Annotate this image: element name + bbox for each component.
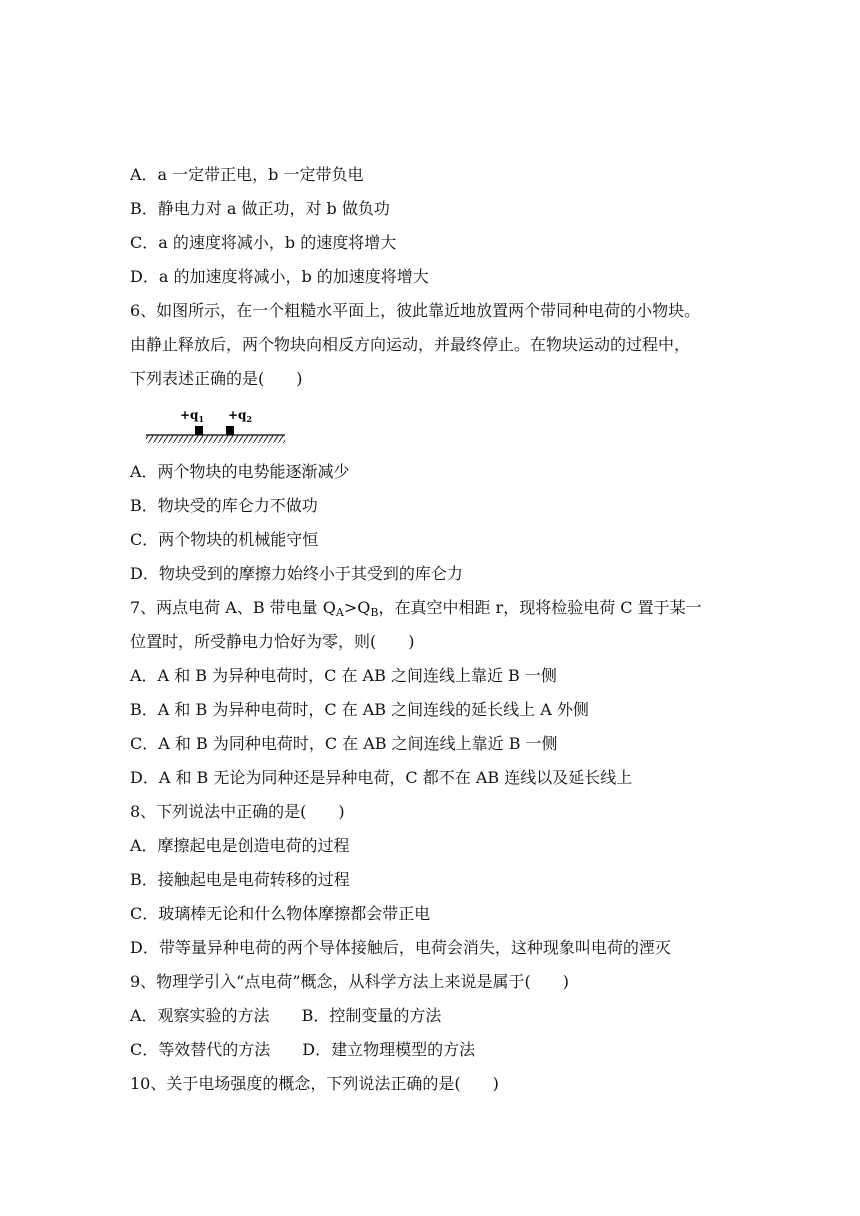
q6-block-2 <box>226 426 234 435</box>
q8-option-a: A．摩擦起电是创造电荷的过程 <box>130 836 350 855</box>
q6-stem-line-1: 6、如图所示，在一个粗糙水平面上，彼此靠近地放置两个带同种电荷的小物块。 <box>130 301 701 320</box>
q8-stem: 8、下列说法中正确的是( ) <box>130 802 345 821</box>
q9-option-b: B．控制变量的方法 <box>301 1006 442 1025</box>
q5-option-d: D．a 的加速度将减小，b 的加速度将增大 <box>130 267 429 286</box>
q9-option-c: C．等效替代的方法 <box>130 1040 271 1059</box>
q6-charge-2-label: $+q_2$ <box>228 408 253 424</box>
q7-stem-line-1: 7、两点电荷 A、B 带电量 $Q_A>Q_B$，在真空中相距 r，现将检验电荷 C 置于某一 <box>130 598 702 619</box>
q8-option-d: D．带等量异种电荷的两个导体接触后，电荷会消失，这种现象叫电荷的湮灭 <box>130 938 671 957</box>
q6-option-c: C．两个物块的机械能守恒 <box>130 530 319 549</box>
q5-option-b: B．静电力对 a 做正功，对 b 做负功 <box>130 199 390 218</box>
q7-option-a: A．A 和 B 为异种电荷时，C 在 AB 之间连线上靠近 B 一侧 <box>130 666 557 685</box>
q6-option-d: D．物块受到的摩擦力始终小于其受到的库仑力 <box>130 564 463 583</box>
q7-stem-line-2: 位置时，所受静电力恰好为零，则( ) <box>130 632 415 651</box>
q9-options-row-2 <box>130 1039 475 1061</box>
q7-option-d: D．A 和 B 无论为同种还是异种电荷，C 都不在 AB 连线以及延长线上 <box>130 768 633 787</box>
q6-charge-1-label: $+q_1$ <box>180 408 205 424</box>
q9-options-row-1 <box>130 1005 441 1027</box>
q9-stem: 9、物理学引入“点电荷”概念，从科学方法上来说是属于( ) <box>130 972 570 991</box>
q6-option-b: B．物块受的库仑力不做功 <box>130 496 318 515</box>
q9-option-d: D．建立物理模型的方法 <box>302 1040 476 1059</box>
q6-block-1 <box>195 426 203 435</box>
q6-stem-line-3: 下列表述正确的是( ) <box>130 369 303 388</box>
q5-option-c: C．a 的速度将减小，b 的速度将增大 <box>130 233 397 252</box>
q8-option-b: B．接触起电是电荷转移的过程 <box>130 870 350 889</box>
q7-option-c: C．A 和 B 为同种电荷时，C 在 AB 之间连线上靠近 B 一侧 <box>130 734 558 753</box>
q6-figure-two-blocks <box>144 402 289 446</box>
q10-stem: 10、关于电场强度的概念，下列说法正确的是( ) <box>130 1074 499 1093</box>
q8-option-c: C．玻璃棒无论和什么物体摩擦都会带正电 <box>130 904 431 923</box>
q6-option-a: A．两个物块的电势能逐渐减少 <box>130 462 350 481</box>
q7-option-b: B．A 和 B 为异种电荷时，C 在 AB 之间连线的延长线上 A 外侧 <box>130 700 589 719</box>
q6-ground-hatching <box>146 435 285 443</box>
q6-stem-line-2: 由静止释放后，两个物块向相反方向运动，并最终停止。在物块运动的过程中， <box>130 335 691 354</box>
q5-option-a: A．a 一定带正电，b 一定带负电 <box>130 165 364 184</box>
q9-option-a: A．观察实验的方法 <box>130 1006 270 1025</box>
